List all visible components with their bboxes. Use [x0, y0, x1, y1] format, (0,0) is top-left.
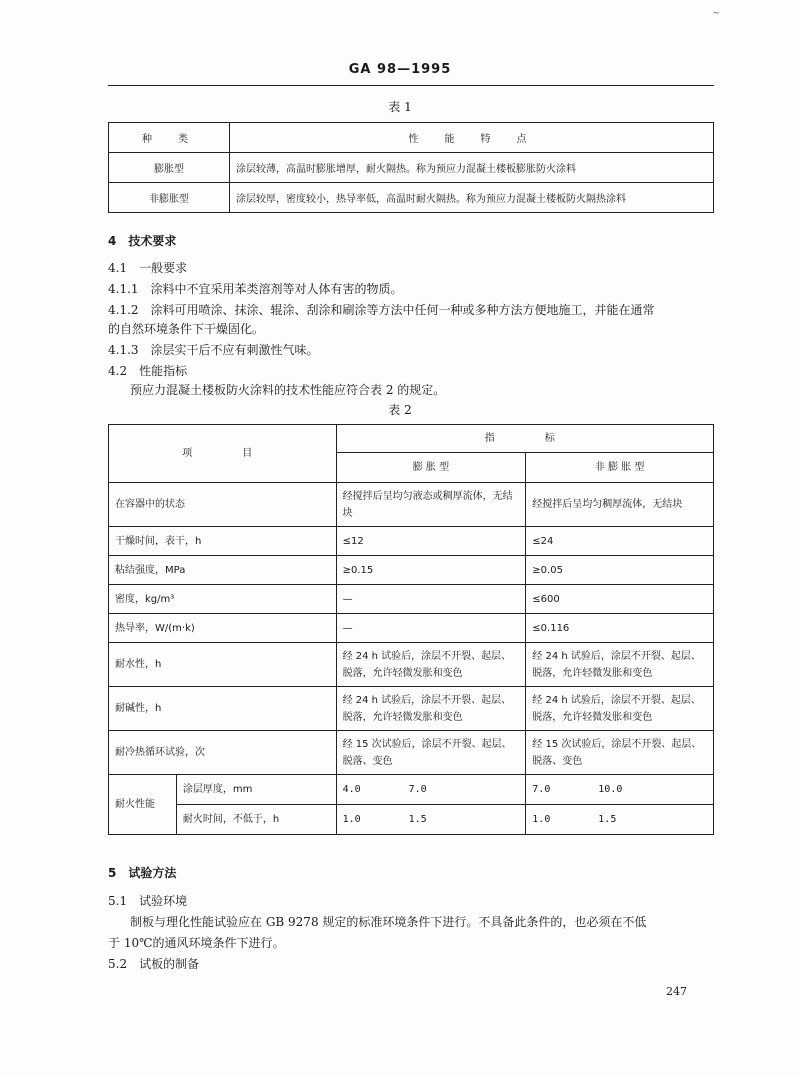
table-1 — [108, 122, 714, 213]
table-cell: 经 15 次试验后，涂层不开裂、起层、脱落、变色 — [336, 731, 526, 775]
value: 1.5 — [598, 814, 617, 825]
table-header-cell: 非 膨 胀 型 — [526, 453, 714, 483]
table-cell: 经 24 h 试验后，涂层不开裂、起层、脱落，允许轻微发胀和变色 — [336, 643, 526, 687]
table-cell: — — [336, 614, 526, 643]
corner-mark: ~ — [712, 8, 721, 19]
table-cell: 经 24 h 试验后，涂层不开裂、起层、脱落，允许轻微发胀和变色 — [526, 687, 714, 731]
value: 1.5 — [408, 814, 427, 825]
table-row — [109, 687, 714, 731]
table-cell: 非膨胀型 — [109, 183, 230, 213]
table2-caption: 表 2 — [388, 403, 412, 417]
table-cell: 涂层较厚，密度较小，热导率低，高温时耐火隔热。称为预应力混凝土楼板防火隔热涂料 — [230, 183, 714, 213]
paragraph: 5.2 试板的制备 — [108, 957, 200, 971]
value: 10.0 — [598, 784, 623, 795]
table1-caption: 表 1 — [388, 100, 412, 114]
table-cell: 耐水性，h — [109, 643, 337, 687]
table-header-cell: 性 能 特 点 — [230, 123, 714, 153]
table-2 — [108, 424, 714, 835]
table-header-cell: 种 类 — [109, 123, 230, 153]
table-cell: 经 15 次试验后，涂层不开裂、起层、脱落、变色 — [526, 731, 714, 775]
table-cell: ≤600 — [526, 585, 714, 614]
table-cell: 涂层较薄，高温时膨胀增厚，耐火隔热。称为预应力混凝土楼板膨胀防火涂料 — [230, 153, 714, 183]
value: 7.0 — [408, 784, 427, 795]
value: 7.0 — [532, 784, 551, 795]
table-cell: 热导率，W/(m·k) — [109, 614, 337, 643]
value: 1.0 — [342, 814, 361, 825]
page-number: 247 — [666, 985, 687, 998]
table-cell: 经 24 h 试验后，涂层不开裂、起层、脱落，允许轻微发胀和变色 — [526, 643, 714, 687]
table-row — [109, 183, 714, 213]
paragraph: 5.1 试验环境 — [108, 894, 188, 908]
value: 1.0 — [532, 814, 551, 825]
table-cell — [336, 775, 526, 805]
table-row — [109, 585, 714, 614]
paragraph: 制板与理化性能试验应在 GB 9278 规定的标准环境条件下进行。不具备此条件的，也必须在不低 — [130, 915, 647, 929]
table-header-cell: 项 目 — [109, 425, 337, 483]
table-cell: 经 24 h 试验后，涂层不开裂、起层、脱落，允许轻微发胀和变色 — [336, 687, 526, 731]
table-row — [109, 123, 714, 153]
paragraph: 预应力混凝土楼板防火涂料的技术性能应符合表 2 的规定。 — [130, 383, 446, 397]
table-cell — [336, 805, 526, 835]
paragraph: 4.1.2 涂料可用喷涂、抹涂、辊涂、刮涂和刷涂等方法中任何一种或多种方法方便地施工，并能在通常 — [108, 303, 655, 317]
table-cell: 耐碱性，h — [109, 687, 337, 731]
table-cell: 密度，kg/m³ — [109, 585, 337, 614]
table-row — [109, 527, 714, 556]
table-cell: 粘结强度，MPa — [109, 556, 337, 585]
table-row — [109, 775, 714, 805]
table-cell: ≥0.05 — [526, 556, 714, 585]
table-cell: 干燥时间，表干，h — [109, 527, 337, 556]
paragraph: 4.1 一般要求 — [108, 261, 188, 275]
table-cell — [526, 805, 714, 835]
header-rule — [108, 85, 714, 86]
table-cell: 在容器中的状态 — [109, 483, 337, 527]
paragraph: 的自然环境条件下干燥固化。 — [108, 322, 265, 336]
table-cell — [526, 775, 714, 805]
table-header-cell: 指 标 — [336, 425, 713, 453]
table-cell: 经搅拌后呈均匀稠厚流体，无结块 — [526, 483, 714, 527]
table-row — [109, 483, 714, 527]
table-cell: 经搅拌后呈均匀液态或稠厚流体，无结块 — [336, 483, 526, 527]
section-heading: 5 试验方法 — [108, 866, 177, 880]
table-cell: ≥0.15 — [336, 556, 526, 585]
table-row — [109, 643, 714, 687]
table-row — [109, 425, 714, 453]
table-cell: ≤24 — [526, 527, 714, 556]
paragraph: 于 10℃的通风环境条件下进行。 — [108, 936, 285, 950]
table-cell: 耐火时间，不低于，h — [176, 805, 336, 835]
table-cell: 耐火性能 — [109, 775, 177, 835]
table-cell: 耐冷热循环试验，次 — [109, 731, 337, 775]
table-row — [109, 153, 714, 183]
value: 4.0 — [342, 784, 361, 795]
section-heading: 4 技术要求 — [108, 234, 177, 248]
page-header: GA 98—1995 — [348, 62, 452, 77]
table-cell: 涂层厚度，mm — [176, 775, 336, 805]
table-row — [109, 614, 714, 643]
table-cell: — — [336, 585, 526, 614]
table-cell: ≤0.116 — [526, 614, 714, 643]
table-cell: ≤12 — [336, 527, 526, 556]
table-row — [109, 556, 714, 585]
paragraph: 4.2 性能指标 — [108, 364, 188, 378]
paragraph: 4.1.3 涂层实干后不应有刺激性气味。 — [108, 343, 319, 357]
table-row — [109, 731, 714, 775]
table-header-cell: 膨 胀 型 — [336, 453, 526, 483]
paragraph: 4.1.1 涂料中不宜采用苯类溶剂等对人体有害的物质。 — [108, 282, 403, 296]
table-row — [109, 805, 714, 835]
table-cell: 膨胀型 — [109, 153, 230, 183]
